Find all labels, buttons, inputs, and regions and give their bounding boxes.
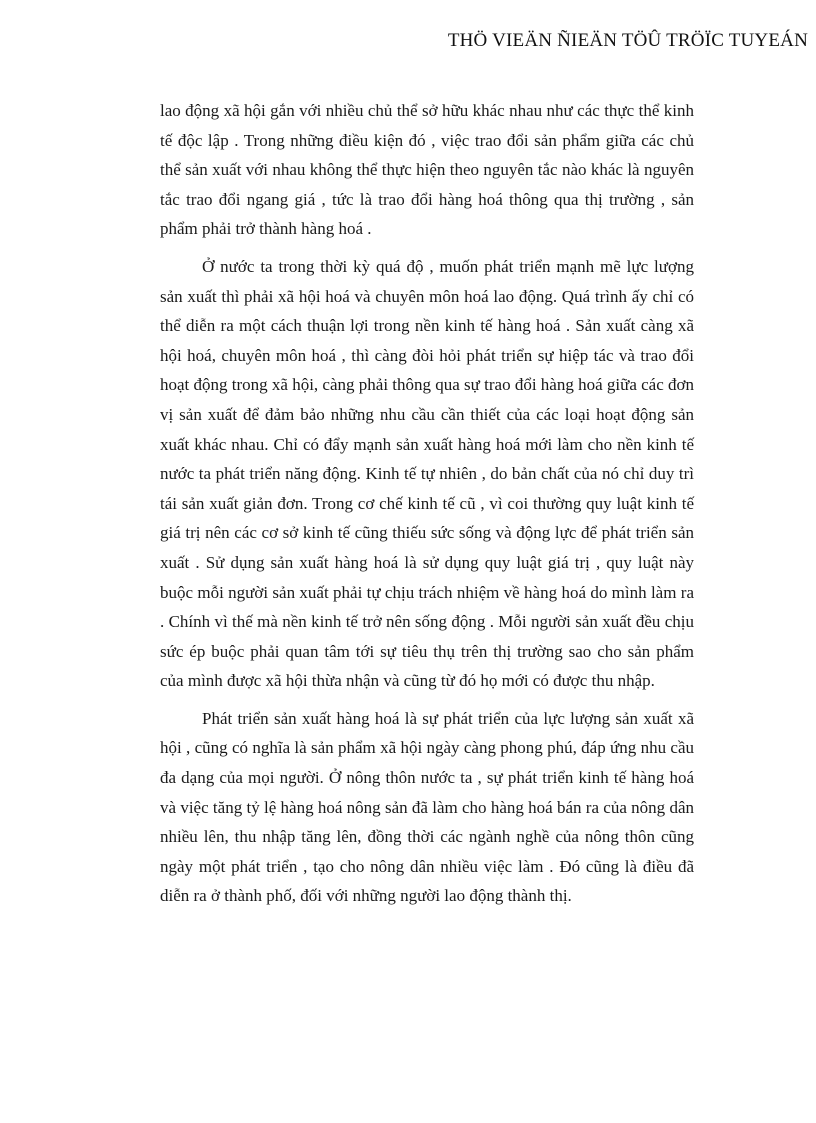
paragraph-transition-period: Ở nước ta trong thời kỳ quá độ , muốn phát triển mạnh mẽ lực lượng sản xuất thì phải xã hội hoá và chuyên môn hoá lao động. Quá trình ấy chỉ có thể diễn ra một cách thuận lợi trong nền kinh tế hàng hoá . Sản xuất càng xã hội hoá, chuyên môn hoá , thì càng đòi hỏi phát triển sự hiệp tác và trao đổi hoạt động trong xã hội, càng phải thông qua sự trao đổi hàng hoá giữa các đơn vị sản xuất để đảm bảo những nhu cầu cần thiết của các loại hoạt động sản xuất khác nhau. Chỉ có đẩy mạnh sản xuất hàng hoá mới làm cho nền kinh tế nước ta phát triển năng động. Kinh tế tự nhiên , do bản chất của nó chỉ duy trì tái sản xuất giản đơn. Trong cơ chế kinh tế cũ , vì coi thường quy luật kinh tế giá trị nên các cơ sở kinh tế cũng thiếu sức sống và động lực để phát triển sản xuất . Sử dụng sản xuất hàng hoá là sử dụng quy luật giá trị , quy luật này buộc mỗi người sản xuất phải tự chịu trách nhiệm về hàng hoá do mình làm ra . Chính vì thế mà nền kinh tế trở nên sống động . Mỗi người sản xuất đều chịu sức ép buộc phải quan tâm tới sự tiêu thụ trên thị trường sao cho sản phẩm của mình được xã hội thừa nhận và cũng từ đó họ mới có được thu nhập.: [160, 256, 694, 691]
paragraph-commodity-development: Phát triển sản xuất hàng hoá là sự phát triển của lực lượng sản xuất xã hội , cũng có nghĩa là sản phẩm xã hội ngày càng phong phú, đáp ứng nhu cầu đa dạng của mọi người. Ở nông thôn nước ta , sự phát triển kinh tế hàng hoá và việc tăng tỷ lệ hàng hoá nông sản đã làm cho hàng hoá bán ra của nông dân nhiều lên, thu nhập tăng lên, đồng thời các ngành nghề của nông thôn cũng ngày một phát triển , tạo cho nông dân nhiều việc làm . Đó cũng là điều đã diễn ra ở thành phố, đối với những người lao động thành thị.: [160, 708, 694, 906]
document-body: [160, 96, 694, 911]
page-header: THÖ VIEÄN ÑIEÄN TÖÛ TRÖÏC TUYEÁN: [447, 30, 808, 51]
paragraph-continuation: lao động xã hội gắn với nhiều chủ thể sở hữu khác nhau như các thực thể kinh tế độc lập . Trong những điều kiện đó , việc trao đổi sản phẩm giữa các chủ thể sản xuất với nhau không thể thực hiện theo nguyên tắc nào khác là nguyên tắc trao đổi ngang giá , tức là trao đổi hàng hoá thông qua thị trường , sản phẩm phải trở thành hàng hoá .: [160, 101, 694, 239]
